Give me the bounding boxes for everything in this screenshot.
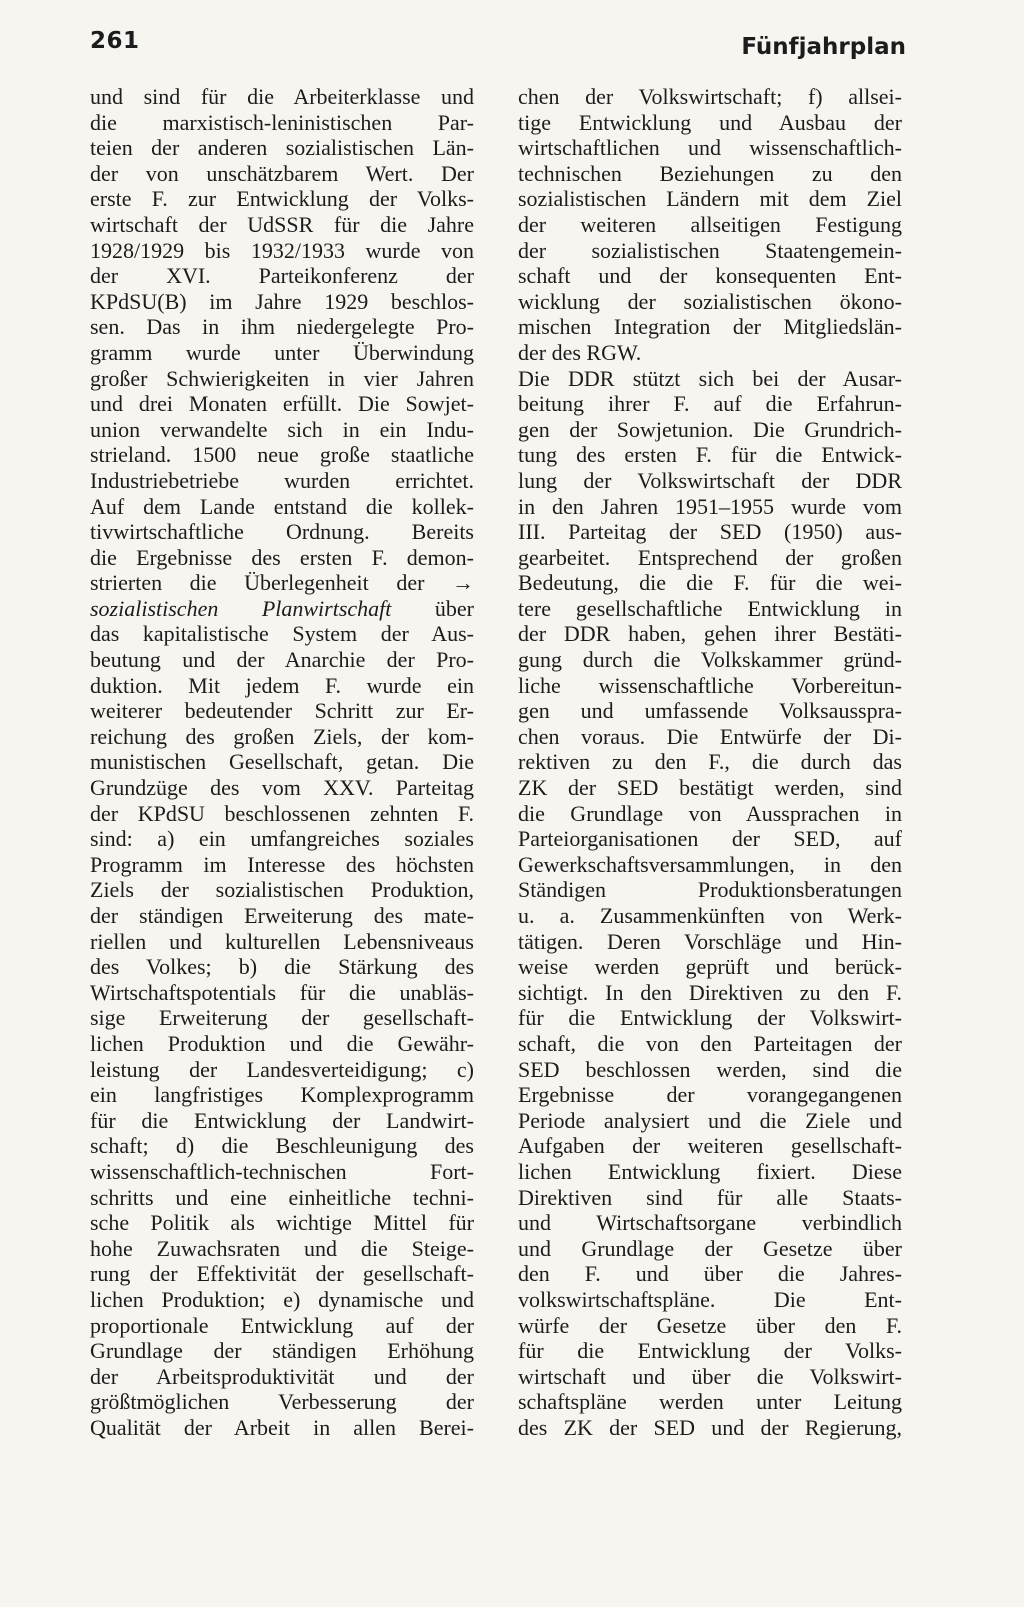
text-line: Bedeutung, die die F. für die wei- [518, 570, 902, 596]
text-line: beitung ihrer F. auf die Erfahrun- [518, 391, 902, 417]
text-line: und drei Monaten erfüllt. Die Sowjet- [90, 391, 474, 417]
text-line: III. Parteitag der SED (1950) aus- [518, 519, 902, 545]
text-line: sozialistischen Ländern mit dem Ziel [518, 186, 902, 212]
text-line: die marxistisch-leninistischen Par- [90, 109, 474, 135]
text-line: größtmöglichen Verbesserung der [90, 1389, 474, 1415]
text-line: das kapitalistische System der Aus- [90, 621, 474, 647]
text-line: sen. Das in ihm niedergelegte Pro- [90, 314, 474, 340]
text-line: sige Erweiterung der gesellschaft- [90, 1005, 474, 1031]
text-line: sche Politik als wichtige Mittel für [90, 1210, 474, 1236]
text-line: schaft; d) die Beschleunigung des [90, 1133, 474, 1159]
running-head: Fünfjahrplan [741, 34, 906, 60]
text-line: Qualität der Arbeit in allen Berei- [90, 1414, 474, 1440]
text-line: weise werden geprüft und berück- [518, 954, 902, 980]
text-line: wicklung der sozialistischen ökono- [518, 288, 902, 314]
text-line: Gewerkschaftsversammlungen, in den [518, 851, 902, 877]
text-line: Ziels der sozialistischen Produktion, [90, 877, 474, 903]
text-line: Grundzüge des vom XXV. Parteitag [90, 775, 474, 801]
text-line: Periode analysiert und die Ziele und [518, 1107, 902, 1133]
text-line: Industriebetriebe wurden errichtet. [90, 467, 474, 493]
text-line: tung des ersten F. für die Entwick- [518, 442, 902, 468]
text-line: Direktiven sind für alle Staats- [518, 1184, 902, 1210]
left-text-column [90, 84, 474, 1440]
text-line: den F. und über die Jahres- [518, 1261, 902, 1287]
text-line: gramm wurde unter Überwindung [90, 339, 474, 365]
text-line: schaft, die von den Parteitagen der [518, 1030, 902, 1056]
text-line: der DDR haben, gehen ihrer Bestäti- [518, 621, 902, 647]
text-line: für die Entwicklung der Volks- [518, 1338, 902, 1364]
text-line: der sozialistischen Staatengemein- [518, 237, 902, 263]
text-line: lung der Volkswirtschaft der DDR [518, 467, 902, 493]
text-line: duktion. Mit jedem F. wurde ein [90, 672, 474, 698]
text-line: schritts und eine einheitliche techni- [90, 1184, 474, 1210]
text-line: Ständigen Produktionsberatungen [518, 877, 902, 903]
text-line: chen voraus. Die Entwürfe der Di- [518, 723, 902, 749]
text-line: wirtschaft und über die Volkswirt- [518, 1363, 902, 1389]
text-line: die Ergebnisse des ersten F. demon- [90, 544, 474, 570]
text-line: teien der anderen sozialistischen Län- [90, 135, 474, 161]
text-line: union verwandelte sich in ein Indu- [90, 416, 474, 442]
text-line: tere gesellschaftliche Entwicklung in [518, 595, 902, 621]
text-line: weiterer bedeutender Schritt zur Er- [90, 698, 474, 724]
text-line: volkswirtschaftspläne. Die Ent- [518, 1286, 902, 1312]
text-line: u. a. Zusammenkünften von Werk- [518, 903, 902, 928]
text-line: lichen Entwicklung fixiert. Diese [518, 1158, 902, 1184]
text-line: der KPdSU beschlossenen zehnten F. [90, 800, 474, 826]
text-line: mischen Integration der Mitgliedslän- [518, 314, 902, 340]
page-number: 261 [90, 28, 140, 54]
text-line: SED beschlossen werden, sind die [518, 1056, 902, 1082]
text-line: wissenschaftlich-technischen Fort- [90, 1158, 474, 1184]
text-line: Programm im Interesse des höchsten [90, 851, 474, 877]
text-line: und sind für die Arbeiterklasse und [90, 84, 474, 109]
text-line: der ständigen Erweiterung des mate- [90, 903, 474, 928]
text-line: für die Entwicklung der Volkswirt- [518, 1005, 902, 1031]
text-line: riellen und kulturellen Lebensniveaus [90, 928, 474, 954]
text-line: gung durch die Volkskammer gründ- [518, 647, 902, 673]
text-line: KPdSU(B) im Jahre 1929 beschlos- [90, 288, 474, 314]
text-line: tige Entwicklung und Ausbau der [518, 109, 902, 135]
text-line: beutung und der Anarchie der Pro- [90, 647, 474, 673]
text-line: liche wissenschaftliche Vorbereitun- [518, 672, 902, 698]
text-line: Ergebnisse der vorangegangenen [518, 1082, 902, 1108]
text-line: gen der Sowjetunion. Die Grundrich- [518, 416, 902, 442]
text-line: tätigen. Deren Vorschläge und Hin- [518, 928, 902, 954]
text-line: Parteiorganisationen der SED, auf [518, 826, 902, 852]
italic-cross-reference: sozialistischen Planwirtschaft [90, 595, 435, 621]
text-line: wirtschaftlichen und wissenschaftlich- [518, 135, 902, 161]
text-line: munistischen Gesellschaft, getan. Die [90, 749, 474, 775]
text-line: ZK der SED bestätigt werden, sind [518, 775, 902, 801]
text-line: in den Jahren 1951–1955 wurde vom [518, 493, 902, 519]
text-line: chen der Volkswirtschaft; f) allsei- [518, 84, 902, 109]
text-line: strierten die Überlegenheit der → [90, 570, 474, 596]
text-line: der des RGW. [518, 339, 642, 365]
text-line: reichung des großen Ziels, der kom- [90, 723, 474, 749]
text-line: die Grundlage von Aussprachen in [518, 800, 902, 826]
text-line: leistung der Landesverteidigung; c) [90, 1056, 474, 1082]
text-line: des ZK der SED und der Regierung, [518, 1414, 902, 1440]
text-line: großer Schwierigkeiten in vier Jahren [90, 365, 474, 391]
text-line: schaftspläne werden unter Leitung [518, 1389, 902, 1415]
text-line: strieland. 1500 neue große staatliche [90, 442, 474, 468]
text-line: gen und umfassende Volksausspra- [518, 698, 902, 724]
text-line: für die Entwicklung der Landwirt- [90, 1107, 474, 1133]
text-line: ein langfristiges Komplexprogramm [90, 1082, 474, 1108]
text-line: Wirtschaftspotentials für die unabläs- [90, 979, 474, 1005]
text-line: rung der Effektivität der gesellschaft- [90, 1261, 474, 1287]
text-line: proportionale Entwicklung auf der [90, 1312, 474, 1338]
text-line: erste F. zur Entwicklung der Volks- [90, 186, 474, 212]
text-run: über [434, 595, 474, 621]
text-line: der von unschätzbarem Wert. Der [90, 160, 474, 186]
text-line: wirtschaft der UdSSR für die Jahre [90, 211, 474, 237]
text-line: der weiteren allseitigen Festigung [518, 211, 902, 237]
text-line: der XVI. Parteikonferenz der [90, 263, 474, 289]
text-line: rektiven zu den F., die durch das [518, 749, 902, 775]
text-line: der Arbeitsproduktivität und der [90, 1363, 474, 1389]
text-line: gearbeitet. Entsprechend der großen [518, 544, 902, 570]
text-line: würfe der Gesetze über den F. [518, 1312, 902, 1338]
text-line: Grundlage der ständigen Erhöhung [90, 1338, 474, 1364]
text-line: 1928/1929 bis 1932/1933 wurde von [90, 237, 474, 263]
right-text-column [518, 84, 902, 1440]
text-line: und Grundlage der Gesetze über [518, 1235, 902, 1261]
text-line: schaft und der konsequenten Ent- [518, 263, 902, 289]
text-line: technischen Beziehungen zu den [518, 160, 902, 186]
text-line: Aufgaben der weiteren gesellschaft- [518, 1133, 902, 1159]
text-line: sind: a) ein umfangreiches soziales [90, 826, 474, 852]
text-line: lichen Produktion; e) dynamische und [90, 1286, 474, 1312]
text-line: Auf dem Lande entstand die kollek- [90, 493, 474, 519]
text-line: des Volkes; b) die Stärkung des [90, 954, 474, 980]
text-line [90, 596, 474, 622]
text-line: lichen Produktion und die Gewähr- [90, 1030, 474, 1056]
text-line: und Wirtschaftsorgane verbindlich [518, 1210, 902, 1236]
text-line: hohe Zuwachsraten und die Steige- [90, 1235, 474, 1261]
text-line: sichtigt. In den Direktiven zu den F. [518, 979, 902, 1005]
text-line: tivwirtschaftliche Ordnung. Bereits [90, 519, 474, 545]
text-line: Die DDR stützt sich bei der Ausar- [518, 365, 902, 391]
